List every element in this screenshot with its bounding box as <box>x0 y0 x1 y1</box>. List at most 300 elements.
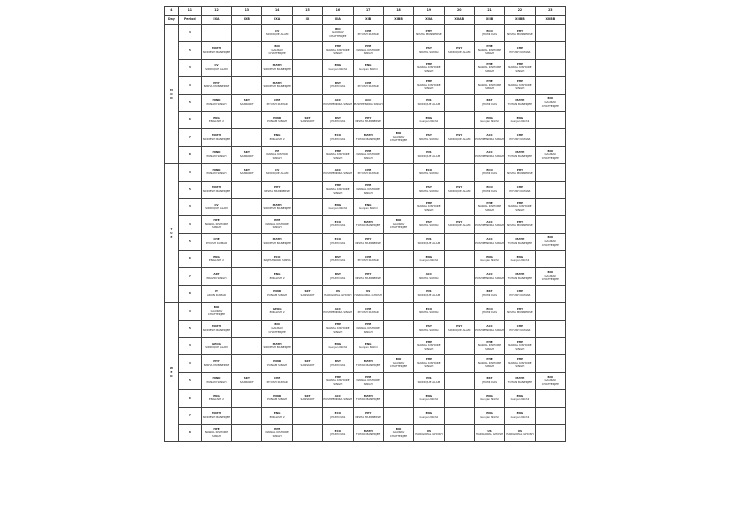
teacher-name: JHUMI DAS <box>482 293 498 298</box>
timetable-cell <box>292 129 322 146</box>
teacher-name: JHUMI DAS <box>330 414 346 419</box>
timetable-cell <box>474 251 504 268</box>
subject-code: BIO <box>395 426 402 431</box>
subject-code: ACC <box>486 272 493 277</box>
timetable-cell <box>262 164 292 181</box>
timetable-cell <box>535 407 565 424</box>
timetable-cell <box>535 268 565 285</box>
subject-code: ENG <box>516 115 524 120</box>
class-header-cell: XIBB <box>383 16 413 25</box>
period-number: 3 <box>178 59 201 76</box>
timetable-cell <box>414 320 444 337</box>
timetable-cell <box>505 407 535 424</box>
teacher-name: ENGLISH 2 <box>269 414 285 419</box>
teacher-name: GAURAV CHATTERJEE <box>389 134 408 143</box>
timetable-cell <box>353 146 383 163</box>
subject-code: MATH <box>211 185 221 190</box>
timetable-cell <box>323 111 353 128</box>
timetable-row <box>165 320 566 337</box>
timetable-cell <box>201 407 231 424</box>
timetable-cell <box>474 268 504 285</box>
subject-code: PHE <box>365 322 372 327</box>
timetable-cell <box>444 320 474 337</box>
day-label-text: W E D <box>169 366 173 379</box>
class-header-cell: XIIB <box>474 16 504 25</box>
timetable-cell <box>505 268 535 285</box>
teacher-name: SANSKRIT <box>300 397 315 402</box>
timetable-cell <box>201 25 231 42</box>
teacher-name: JHUMI DAS <box>330 119 346 124</box>
teacher-name: PUNAM SINGH <box>267 362 288 367</box>
teacher-name: PIYUSH KUMAR <box>266 380 288 384</box>
timetable-cell <box>505 233 535 250</box>
teacher-name: PIYUSH KUMAR <box>509 327 531 332</box>
subject-code: PHE <box>334 374 341 379</box>
teacher-name: NIKHIL SOMAI <box>419 188 439 193</box>
teacher-name: PIYUSH KUMAR <box>357 32 379 37</box>
subject-code: ACC <box>334 167 341 172</box>
timetable-cell <box>262 251 292 268</box>
timetable-cell <box>535 146 565 163</box>
teacher-name: NISHA MUNNERSE <box>264 188 290 193</box>
timetable-cell <box>353 111 383 128</box>
timetable-cell <box>383 129 413 146</box>
timetable-cell <box>201 390 231 407</box>
subject-code: MATH <box>272 63 282 68</box>
timetable-cell <box>323 338 353 355</box>
period-number: 7 <box>178 407 201 424</box>
subject-code: ENG <box>334 202 342 207</box>
teacher-name: GAURAV CHATTERJEE <box>268 47 286 56</box>
teacher-name: SIDDESH BANERJEE <box>263 345 291 350</box>
teacher-name: SIDDIQUE ALAM <box>447 49 471 54</box>
timetable-cell <box>353 372 383 389</box>
teacher-name: PIYUSH KUMAR <box>509 188 531 193</box>
timetable-cell <box>474 164 504 181</box>
teacher-name: NIKHIL SOMAI <box>419 171 439 176</box>
timetable-row <box>165 390 566 407</box>
timetable-cell <box>444 424 474 441</box>
subject-code: PSY <box>425 185 432 190</box>
teacher-name: ENGLISH 2 <box>269 136 285 141</box>
period-number: 7 <box>178 268 201 285</box>
timetable-cell <box>414 198 444 215</box>
subject-code: CHE <box>213 237 220 242</box>
timetable-cell <box>323 164 353 181</box>
timetable-cell <box>535 355 565 372</box>
timetable-cell <box>232 320 262 337</box>
timetable-row <box>165 129 566 146</box>
timetable-cell <box>444 372 474 389</box>
timetable-cell <box>232 59 262 76</box>
subject-code: PHE <box>365 374 372 379</box>
subject-code: PSY <box>456 45 463 50</box>
timetable-row <box>165 355 566 372</box>
subject-code: PHY <box>425 28 433 33</box>
timetable-cell <box>201 355 231 372</box>
teacher-name: PIYUSH KUMAR <box>205 240 228 245</box>
subject-code: ACC <box>486 150 493 155</box>
timetable-cell <box>353 251 383 268</box>
teacher-name: PUSHPENDRA SINGH <box>353 101 383 106</box>
subject-code: PHE <box>486 44 493 49</box>
subject-code: CHE <box>365 254 372 259</box>
timetable-cell <box>292 233 322 250</box>
subject-code: ECO <box>425 167 433 172</box>
subject-code: BIO <box>274 44 280 49</box>
subject-code: CHE <box>516 45 524 50</box>
timetable-cell <box>323 303 353 320</box>
subject-code: ACC <box>334 98 341 103</box>
subject-code: SKT <box>243 376 250 381</box>
day-label <box>165 25 179 164</box>
timetable-cell <box>201 42 231 59</box>
timetable-cell <box>262 233 292 250</box>
subject-code: ECO <box>273 254 281 259</box>
subject-code: ENG <box>516 411 524 416</box>
timetable-cell <box>292 424 322 441</box>
timetable-cell <box>535 164 565 181</box>
timetable-cell <box>383 285 413 302</box>
teacher-name: JHUMI DAS <box>482 32 498 37</box>
teacher-name: NAWAL KISHORE SINGH <box>508 204 532 212</box>
timetable-cell <box>353 198 383 215</box>
hour-header-row <box>165 7 566 16</box>
teacher-name: JHUMI DAS <box>482 171 498 176</box>
timetable-cell <box>353 355 383 372</box>
subject-code: ENG <box>213 254 220 259</box>
timetable-cell <box>232 407 262 424</box>
timetable-cell <box>535 424 565 441</box>
teacher-name: SIDDIQUE ALAM <box>265 32 289 37</box>
subject-code: PHE <box>486 78 493 83</box>
subject-code: PHY <box>273 185 281 190</box>
teacher-name: NAWAL KISHORE SINGH <box>356 152 380 160</box>
timetable-cell <box>505 355 535 372</box>
hour-header-cell: 22 <box>505 7 535 16</box>
subject-code: HIND <box>212 167 221 172</box>
teacher-name: NAWAL KISHORE SINGH <box>417 82 441 91</box>
teacher-name: SIDDIQUE ALAM <box>417 101 441 106</box>
subject-code: HIND <box>273 393 282 398</box>
teacher-name: PIYUSH KUMAR <box>509 49 531 54</box>
teacher-name: SANSKRIT <box>239 380 254 384</box>
timetable-cell <box>292 181 322 198</box>
subject-code: HIND <box>212 376 221 381</box>
subject-code: PHY <box>516 219 524 224</box>
teacher-name: Gunjan Nikhil <box>510 258 530 263</box>
timetable-cell <box>232 268 262 285</box>
timetable-cell <box>232 164 262 181</box>
timetable-cell <box>201 268 231 285</box>
timetable-cell <box>474 407 504 424</box>
timetable-cell <box>414 268 444 285</box>
teacher-name: NAWAL KISHOR SINGH <box>266 152 288 160</box>
timetable-cell <box>505 424 535 441</box>
teacher-name: Gunjan Nikhil <box>480 258 499 263</box>
timetable-cell <box>292 251 322 268</box>
teacher-name: SIDDIQUE ALAM <box>417 380 441 384</box>
timetable-cell <box>323 251 353 268</box>
subject-code: BIO <box>274 322 280 327</box>
period-number: 4 <box>178 164 201 181</box>
teacher-name: NAWAL KISHORE SINGH <box>326 186 350 195</box>
teacher-name: SIDDIQUE ALAM <box>265 171 289 176</box>
subject-code: CHE <box>365 80 372 85</box>
subject-code: ENG <box>273 411 281 416</box>
timetable-cell <box>474 77 504 94</box>
subject-code: MATH <box>515 98 525 103</box>
teacher-name: Gunjan Nikhil <box>328 66 348 71</box>
timetable-cell <box>505 181 535 198</box>
subject-code: HIS <box>426 237 432 242</box>
timetable-cell <box>262 320 292 337</box>
timetable-cell <box>232 338 262 355</box>
timetable-cell <box>414 164 444 181</box>
teacher-name: PUSHPENDRA SINGH <box>475 136 505 141</box>
timetable-cell <box>474 390 504 407</box>
subject-code: BST <box>334 80 341 85</box>
timetable-cell <box>444 338 474 355</box>
timetable-cell <box>292 42 322 59</box>
subject-code: CV <box>275 28 280 33</box>
subject-code: SKT <box>243 98 250 103</box>
hour-header-cell: 23 <box>535 7 565 16</box>
timetable-cell <box>323 77 353 94</box>
day-label <box>165 164 179 303</box>
teacher-name: GAURAV CHATTERJEE <box>541 239 559 247</box>
timetable-cell <box>444 390 474 407</box>
timetable-cell <box>505 111 535 128</box>
teacher-name: Gunjan Nikhil <box>358 206 378 211</box>
timetable-cell <box>201 216 231 233</box>
subject-code: MATH <box>515 272 525 277</box>
timetable-cell <box>323 129 353 146</box>
timetable-cell <box>414 77 444 94</box>
teacher-name: Gunjan Nikhil <box>419 258 439 263</box>
class-header-cell: XIIBB <box>535 16 565 25</box>
timetable-cell <box>505 216 535 233</box>
timetable <box>164 6 566 442</box>
subject-code: BST <box>334 115 341 120</box>
timetable-cell <box>353 164 383 181</box>
timetable-row <box>165 285 566 302</box>
timetable-row <box>165 372 566 389</box>
class-header-cell: XIIAB <box>444 16 474 25</box>
teacher-name: JHUMI DAS <box>330 223 346 228</box>
teacher-name: HARIGOPAL GHOSH <box>324 293 352 298</box>
timetable-cell <box>535 129 565 146</box>
teacher-name: SANSKRIT <box>300 293 315 298</box>
timetable-cell <box>262 111 292 128</box>
teacher-name: NAWAL KISHORE SINGH <box>417 343 441 352</box>
class-header-cell: IXB <box>232 16 262 25</box>
teacher-name: NAWAL KISHORE SINGH <box>204 430 229 438</box>
subject-code: PHE <box>486 200 493 205</box>
teacher-name: GAURAV CHATTERJEE <box>541 99 559 108</box>
timetable-cell <box>474 146 504 163</box>
teacher-name: NAWAL KISHORE SINGH <box>477 82 502 91</box>
teacher-name: NAWAL KISHORE SINGH <box>477 47 502 56</box>
subject-code: ACC <box>486 132 493 137</box>
teacher-name: Gunjan Nikhil <box>480 119 499 124</box>
subject-code: PSY <box>456 219 463 224</box>
teacher-name: JHUMI DAS <box>330 432 346 437</box>
subject-code: PHE <box>365 148 372 153</box>
teacher-name: SIDDIQUE ALAM <box>447 223 471 228</box>
subject-code: HIS <box>426 376 432 381</box>
period-number: 5 <box>178 320 201 337</box>
subject-code: US <box>366 289 371 294</box>
timetable-cell <box>353 77 383 94</box>
timetable-cell <box>474 424 504 441</box>
period-number: 7 <box>178 129 201 146</box>
timetable-cell <box>292 390 322 407</box>
timetable-cell <box>323 216 353 233</box>
timetable-cell <box>262 198 292 215</box>
timetable-cell <box>535 59 565 76</box>
teacher-name: PIYUSH KUMAR <box>357 310 379 315</box>
timetable-cell <box>232 42 262 59</box>
timetable-cell <box>383 390 413 407</box>
teacher-name: NAWAL KISHORE SINGH <box>326 152 350 160</box>
hour-header-cell: 13 <box>232 7 262 16</box>
timetable-cell <box>201 129 231 146</box>
timetable-cell <box>201 285 231 302</box>
timetable-row <box>165 268 566 285</box>
timetable-cell <box>201 303 231 320</box>
teacher-name: NISHA MUNNERSE <box>507 171 533 176</box>
teacher-name: ARUN KUMAR <box>206 293 226 298</box>
teacher-name: HARIGOPAL GHOSH <box>415 432 443 437</box>
timetable-row <box>165 424 566 441</box>
teacher-name: SIDDESH BANERJEE <box>263 66 291 71</box>
subject-code: BST <box>334 254 341 259</box>
timetable-cell <box>323 355 353 372</box>
teacher-name: RAJESHWARI SINHA <box>263 258 291 263</box>
subject-code: PHE <box>365 183 372 188</box>
timetable-cell <box>414 233 444 250</box>
timetable-cell <box>292 59 322 76</box>
teacher-name: SIDDESH BANERJEE <box>263 84 291 89</box>
teacher-name: Gunjan Nikhil <box>358 66 378 71</box>
timetable-cell <box>414 59 444 76</box>
subject-code: PHY <box>364 272 372 277</box>
subject-code: ECO <box>334 237 342 242</box>
period-number: 5 <box>178 42 201 59</box>
timetable-cell <box>383 59 413 76</box>
timetable-cell <box>444 181 474 198</box>
subject-code: SKT <box>304 115 311 120</box>
period-number: 3 <box>178 338 201 355</box>
timetable-row <box>165 198 566 215</box>
subject-code: ECO <box>486 28 493 33</box>
timetable-cell <box>535 338 565 355</box>
teacher-name: GAURAV CHATTERJEE <box>541 273 559 282</box>
subject-code: PHE <box>425 357 433 362</box>
period-number: 4 <box>178 303 201 320</box>
timetable-cell <box>535 390 565 407</box>
teacher-name: NIKHIL SOMAI <box>419 327 439 332</box>
subject-code: ENG <box>486 411 493 416</box>
subject-code: BST <box>334 359 341 364</box>
timetable-cell <box>201 94 231 111</box>
timetable-cell <box>323 320 353 337</box>
subject-code: BIO <box>395 218 402 223</box>
subject-code: PHE <box>516 339 524 344</box>
teacher-name: NAWAL KISHORE SINGH <box>326 326 350 334</box>
subject-code: PHE <box>365 44 372 49</box>
teacher-name: JHUMI DAS <box>482 101 498 106</box>
teacher-name: SIDDESH BANERJEE <box>202 188 231 193</box>
timetable-cell <box>383 424 413 441</box>
teacher-name: TOTAN BANERJEE <box>356 432 381 437</box>
teacher-name: GAURAV CHATTERJEE <box>541 152 559 160</box>
timetable-cell <box>232 216 262 233</box>
timetable-cell <box>353 424 383 441</box>
subject-code: HPE <box>213 426 220 431</box>
timetable-cell <box>505 372 535 389</box>
teacher-name: Gunjan Nikhil <box>510 119 530 124</box>
subject-code: PE <box>275 148 280 153</box>
timetable-cell <box>474 355 504 372</box>
timetable-cell <box>535 198 565 215</box>
timetable-cell <box>383 216 413 233</box>
timetable-cell <box>444 164 474 181</box>
timetable-cell <box>505 94 535 111</box>
timetable-cell <box>383 355 413 372</box>
hour-header-cell: 21 <box>474 7 504 16</box>
timetable-cell <box>535 303 565 320</box>
timetable-cell <box>262 181 292 198</box>
timetable-cell <box>444 303 474 320</box>
subject-code: GEOG <box>212 341 221 346</box>
subject-code: ENG <box>486 115 493 120</box>
subject-code: ACC <box>334 393 341 398</box>
subject-code: ACC <box>486 324 493 329</box>
subject-code: PHE <box>334 44 341 49</box>
teacher-name: NAWAL KISHORE SINGH <box>265 221 289 230</box>
subject-code: MATH <box>211 411 221 416</box>
teacher-name: NIKHIL SOMAI <box>419 136 439 141</box>
timetable-cell <box>414 94 444 111</box>
subject-code: PHE <box>516 200 524 205</box>
timetable-cell <box>292 216 322 233</box>
timetable-cell <box>535 42 565 59</box>
timetable-cell <box>201 146 231 163</box>
timetable-cell <box>535 77 565 94</box>
timetable-cell <box>383 303 413 320</box>
timetable-row <box>165 94 566 111</box>
teacher-name: Gunjan Nikhil <box>419 414 439 419</box>
timetable-cell <box>474 94 504 111</box>
subject-code: PSY <box>456 185 463 190</box>
teacher-name: NAWAL KISHORE SINGH <box>508 82 532 91</box>
subject-code: PHE <box>425 61 433 66</box>
teacher-name: SANSKRIT <box>239 153 254 158</box>
subject-code: MATH <box>363 132 373 137</box>
timetable-cell <box>383 233 413 250</box>
timetable-cell <box>353 216 383 233</box>
timetable-cell <box>505 129 535 146</box>
teacher-name: GAURAV CHATTERJEE <box>329 30 347 38</box>
timetable-cell <box>292 355 322 372</box>
timetable-cell <box>535 111 565 128</box>
subject-code: MATH <box>272 341 282 346</box>
teacher-name: GAURAV CHATTERJEE <box>268 326 286 334</box>
subject-code: ECO <box>334 219 342 224</box>
timetable-row <box>165 216 566 233</box>
